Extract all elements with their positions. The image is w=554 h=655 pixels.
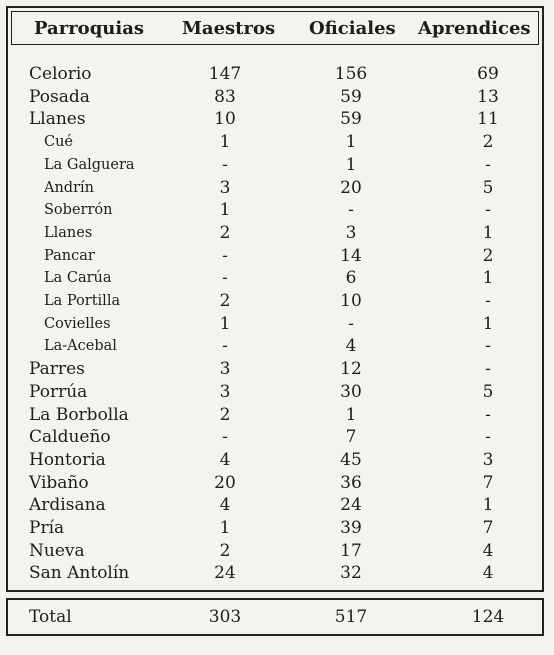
parroquia-cell: Porrúa <box>29 381 88 402</box>
aprendices-cell: 13 <box>477 86 499 107</box>
aprendices-cell: 7 <box>482 518 494 538</box>
oficiales-cell: 36 <box>340 472 362 493</box>
table-row <box>0 63 554 85</box>
parroquia-cell: Hontoria <box>29 449 106 470</box>
table-row <box>0 449 554 471</box>
parroquia-cell: Nueva <box>29 540 85 561</box>
table-row <box>0 562 554 584</box>
aprendices-cell: 7 <box>482 472 494 493</box>
oficiales-cell: 17 <box>340 540 362 561</box>
total-maestros: 303 <box>208 607 242 627</box>
table-row <box>0 358 554 380</box>
maestros-cell: 2 <box>219 222 231 243</box>
aprendices-cell: 4 <box>482 540 494 561</box>
aprendices-cell: 5 <box>482 381 494 402</box>
parroquia-cell: Pancar <box>44 247 95 264</box>
maestros-cell: 2 <box>219 404 231 425</box>
table-row <box>0 313 554 335</box>
table-row <box>0 199 554 221</box>
parroquia-cell: Llanes <box>29 109 86 130</box>
oficiales-cell: 45 <box>340 449 362 470</box>
maestros-cell: - <box>222 154 228 175</box>
oficiales-cell: 20 <box>340 177 362 198</box>
table-row <box>0 290 554 312</box>
aprendices-cell: 2 <box>482 245 494 266</box>
table-row <box>0 426 554 448</box>
oficiales-cell: - <box>348 313 354 334</box>
table-row <box>0 177 554 199</box>
oficiales-cell: 1 <box>345 404 357 425</box>
maestros-cell: 3 <box>219 381 231 402</box>
aprendices-cell: 1 <box>482 313 494 334</box>
maestros-cell: 4 <box>219 495 231 516</box>
parroquia-cell: Vibaño <box>29 472 89 493</box>
maestros-cell: 1 <box>219 518 231 538</box>
aprendices-cell: - <box>485 200 491 221</box>
aprendices-cell: 5 <box>482 177 494 198</box>
header-aprendices: Aprendices <box>418 18 531 39</box>
header-parroquias: Parroquias <box>34 18 144 39</box>
aprendices-cell: 69 <box>477 64 499 84</box>
maestros-cell: 2 <box>219 540 231 561</box>
parroquia-cell: La Borbolla <box>29 404 129 425</box>
table-row <box>0 222 554 244</box>
table-row <box>0 540 554 562</box>
maestros-cell: - <box>222 245 228 266</box>
oficiales-cell: 4 <box>345 336 357 357</box>
aprendices-cell: 1 <box>482 268 494 289</box>
table-row <box>0 267 554 289</box>
aprendices-cell: 1 <box>482 495 494 516</box>
parroquia-cell: Celorio <box>29 64 92 84</box>
table-row <box>0 381 554 403</box>
total-row <box>0 606 554 628</box>
aprendices-cell: - <box>485 291 491 311</box>
oficiales-cell: 32 <box>340 563 362 584</box>
aprendices-cell: - <box>485 404 491 425</box>
aprendices-cell: - <box>485 154 491 175</box>
maestros-cell: 10 <box>214 109 236 130</box>
maestros-cell: 83 <box>214 86 236 107</box>
table-row <box>0 472 554 494</box>
parroquia-cell: Parres <box>29 359 85 380</box>
table-row <box>0 335 554 357</box>
table-row <box>0 245 554 267</box>
parroquia-cell: Llanes <box>44 224 93 241</box>
table-row <box>0 154 554 176</box>
parroquia-cell: Caldueño <box>29 427 111 448</box>
maestros-cell: 1 <box>219 313 231 334</box>
oficiales-cell: 156 <box>334 64 368 84</box>
parroquia-cell: La Carúa <box>44 270 112 287</box>
maestros-cell: 147 <box>208 64 242 84</box>
parroquia-cell: Cué <box>44 134 74 151</box>
oficiales-cell: 1 <box>345 132 357 153</box>
maestros-cell: 1 <box>219 132 231 153</box>
oficiales-cell: 7 <box>345 427 357 448</box>
table-row <box>0 494 554 516</box>
header-oficiales: Oficiales <box>309 18 396 39</box>
oficiales-cell: 30 <box>340 381 362 402</box>
table-row <box>0 131 554 153</box>
aprendices-cell: 4 <box>482 563 494 584</box>
oficiales-cell: 3 <box>345 222 357 243</box>
total-oficiales: 517 <box>334 607 368 627</box>
header-maestros: Maestros <box>182 18 276 39</box>
parroquia-cell: La-Acebal <box>44 338 117 355</box>
oficiales-cell: 12 <box>340 359 362 380</box>
parroquia-cell: Pría <box>29 518 65 538</box>
aprendices-cell: 1 <box>482 222 494 243</box>
parroquia-cell: Andrín <box>44 179 94 196</box>
maestros-cell: 4 <box>219 449 231 470</box>
total-aprendices: 124 <box>471 607 505 627</box>
maestros-cell: - <box>222 427 228 448</box>
aprendices-cell: 11 <box>477 109 499 130</box>
parroquia-cell: Soberrón <box>44 202 113 219</box>
table-row <box>0 404 554 426</box>
table-row <box>0 108 554 130</box>
aprendices-cell: - <box>485 359 491 380</box>
parroquia-cell: San Antolín <box>29 563 130 584</box>
parroquia-cell: La Galguera <box>44 156 135 173</box>
oficiales-cell: 1 <box>345 154 357 175</box>
maestros-cell: 2 <box>219 291 231 311</box>
maestros-cell: 3 <box>219 177 231 198</box>
maestros-cell: 1 <box>219 200 231 221</box>
oficiales-cell: 6 <box>345 268 357 289</box>
oficiales-cell: 24 <box>340 495 362 516</box>
oficiales-cell: - <box>348 200 354 221</box>
oficiales-cell: 14 <box>340 245 362 266</box>
table-row <box>0 86 554 108</box>
maestros-cell: 20 <box>214 472 236 493</box>
aprendices-cell: - <box>485 336 491 357</box>
aprendices-cell: 3 <box>482 449 494 470</box>
parroquia-cell: La Portilla <box>44 293 121 309</box>
parroquia-cell: Posada <box>29 86 90 107</box>
parroquia-cell: Covielles <box>44 315 111 332</box>
aprendices-cell: - <box>485 427 491 448</box>
oficiales-cell: 39 <box>340 518 362 538</box>
table-row <box>0 517 554 539</box>
parroquia-cell: Ardisana <box>29 495 106 516</box>
maestros-cell: 3 <box>219 359 231 380</box>
maestros-cell: - <box>222 268 228 289</box>
maestros-cell: 24 <box>214 563 236 584</box>
oficiales-cell: 59 <box>340 109 362 130</box>
oficiales-cell: 10 <box>340 291 362 311</box>
oficiales-cell: 59 <box>340 86 362 107</box>
total-label: Total <box>29 607 72 627</box>
aprendices-cell: 2 <box>482 132 494 153</box>
maestros-cell: - <box>222 336 228 357</box>
